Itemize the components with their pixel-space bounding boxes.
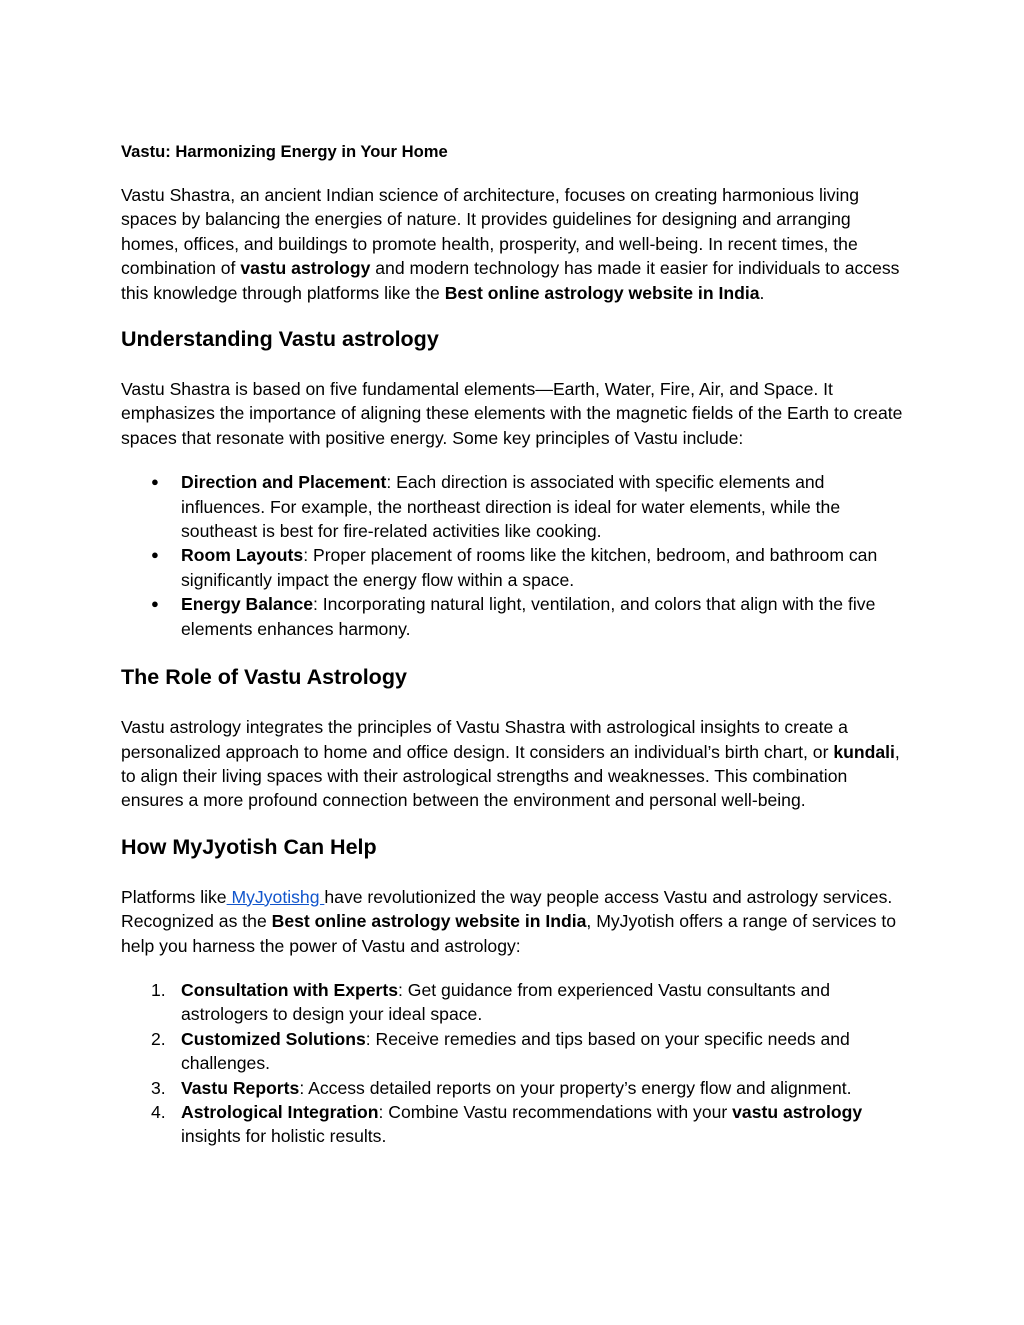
intro-bold-vastu-astrology: vastu astrology (240, 258, 371, 279)
role-text-2: , to align their living spaces with their astrological strengths and weaknesses. This combination ensures a more profound connection between the environment and personal well-being. (121, 741, 900, 811)
myjyotish-text-1: Platforms like (121, 886, 227, 907)
list-item-term: Energy Balance (181, 594, 314, 615)
list-item-text: : Combine Vastu recommendations with your (378, 1101, 733, 1122)
bullet-icon: ● (151, 596, 159, 612)
list-item (121, 543, 903, 592)
list-item (121, 592, 903, 641)
role-bold-kundali: kundali (833, 741, 895, 762)
principles-list (121, 470, 903, 641)
list-item (121, 1027, 903, 1076)
list-item-term: Consultation with Experts (181, 979, 399, 1000)
list-number: 4. (151, 1101, 166, 1122)
list-item-text: : Each direction is associated with specific elements and influences. For example, the northeast direction is ideal for water elements, while the southeast is best for fire-related activities like cooking. (181, 472, 841, 542)
intro-bold-best-website: Best online astrology website in India (444, 282, 760, 303)
list-item (121, 1076, 903, 1100)
understanding-paragraph: Vastu Shastra is based on five fundamental elements—Earth, Water, Fire, Air, and Space. It emphasizes the importance of aligning these elements with the magnetic fields of the Earth to create spaces that resonate with positive energy. Some key principles of Vastu include: (121, 379, 903, 448)
list-item-term: Customized Solutions (181, 1028, 366, 1049)
intro-text-2: and modern technology has made it easier for individuals to access this knowledge through platforms like the (121, 258, 900, 303)
list-item-term: Direction and Placement (181, 472, 387, 493)
myjyotish-text-2: have revolutionized the way people access Vastu and astrology services. Recognized as the (121, 886, 893, 932)
myjyotish-link[interactable]: MyJyotishg (226, 886, 325, 907)
myjyotish-bold-best-website: Best online astrology website in India (271, 911, 587, 932)
list-item-term: Room Layouts (181, 545, 304, 566)
list-item (121, 470, 903, 543)
intro-paragraph (121, 183, 903, 305)
myjyotish-paragraph (121, 885, 903, 958)
list-number: 3. (151, 1077, 166, 1098)
list-item-text: : Receive remedies and tips based on your specific needs and challenges. (181, 1028, 850, 1074)
list-item (121, 1100, 903, 1149)
heading-myjyotish: How MyJyotish Can Help (121, 834, 377, 859)
myjyotish-text-3: , MyJyotish offers a range of services to help you harness the power of Vastu and astrology: (121, 911, 897, 956)
list-item-text: : Proper placement of rooms like the kitchen, bedroom, and bathroom can significantly impact the energy flow within a space. (181, 545, 878, 590)
role-paragraph (121, 715, 903, 813)
bullet-icon: ● (151, 474, 159, 490)
list-number: 1. (151, 979, 166, 1000)
list-item (121, 978, 903, 1027)
list-item-text: : Incorporating natural light, ventilation, and colors that align with the five elements enhances harmony. (181, 594, 876, 639)
intro-text-3: . (759, 282, 765, 303)
services-list (121, 978, 903, 1149)
list-item-term: Astrological Integration (181, 1101, 379, 1122)
list-item-text: : Access detailed reports on your property’s energy flow and alignment. (299, 1077, 852, 1098)
list-item-bold-vastu-astrology: vastu astrology (732, 1101, 863, 1122)
list-item-tail: insights for holistic results. (181, 1126, 387, 1147)
heading-role: The Role of Vastu Astrology (121, 665, 407, 690)
list-item-term: Vastu Reports (181, 1077, 300, 1098)
list-item-text: : Get guidance from experienced Vastu consultants and astrologers to design your ideal space. (181, 979, 830, 1025)
document-title: Vastu: Harmonizing Energy in Your Home (121, 142, 448, 161)
heading-understanding: Understanding Vastu astrology (121, 327, 439, 352)
bullet-icon: ● (151, 547, 159, 563)
role-text-1: Vastu astrology integrates the principles of Vastu Shastra with astrological insights to create a personalized approach to home and office design. It considers an individual’s birth chart, or (121, 717, 848, 762)
list-number: 2. (151, 1028, 166, 1049)
intro-text-1: Vastu Shastra, an ancient Indian science of architecture, focuses on creating harmonious living spaces by balancing the energies of nature. It provides guidelines for designing and arranging homes, offices, and buildings to promote health, prosperity, and well-being. In recent times, the combination of (121, 185, 860, 279)
